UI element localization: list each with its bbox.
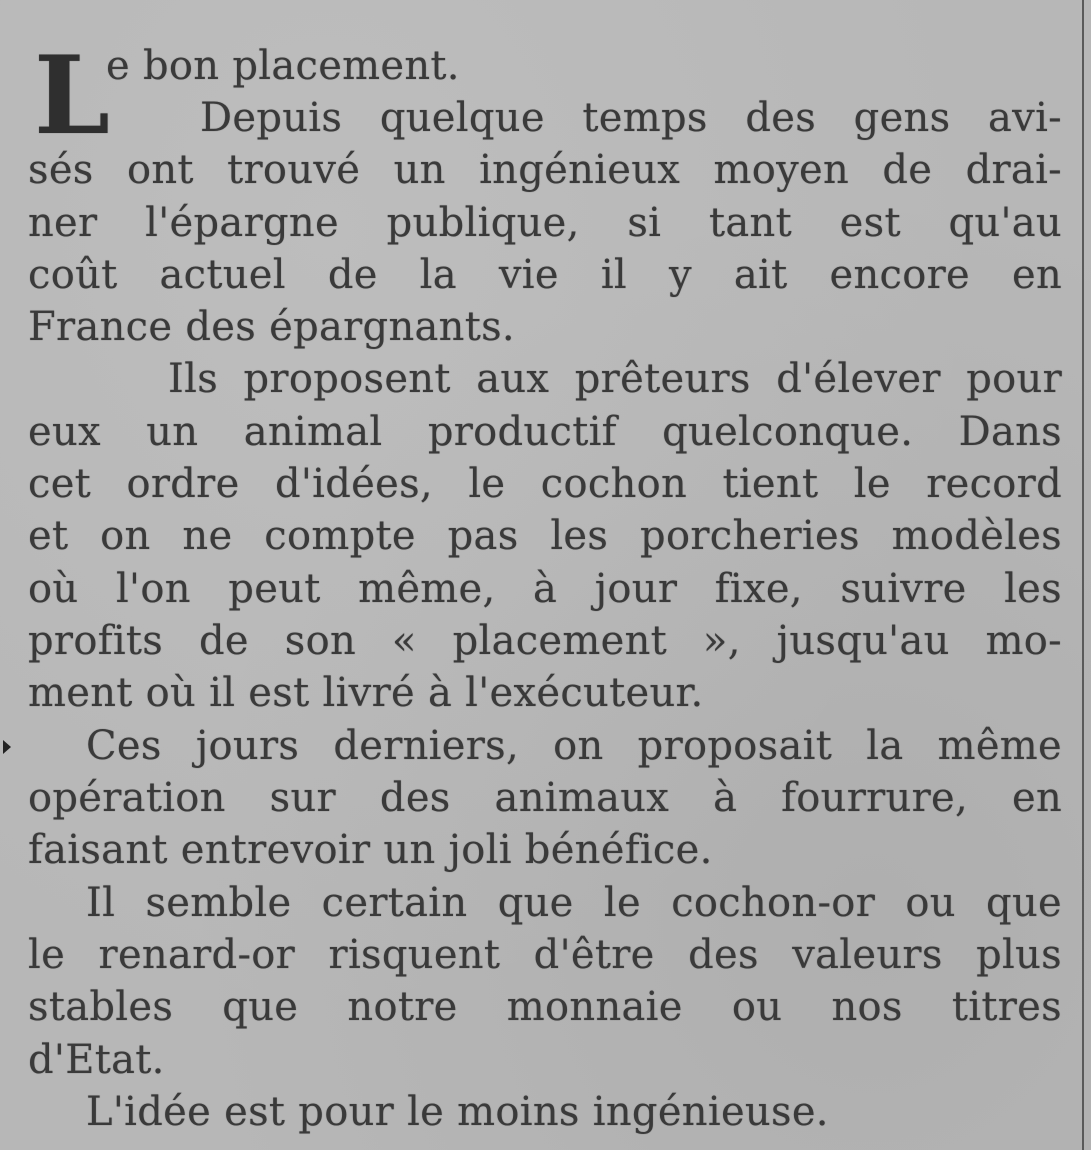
column-rule: [1082, 0, 1084, 1150]
paragraph-3-line-3: faisant entrevoir un joli bénéfice.: [28, 827, 713, 873]
paragraph-1-line-5: France des épargnants.: [28, 304, 515, 350]
paragraph-2-line-2: eux un animal productif quelconque. Dans: [28, 409, 1062, 455]
paragraph-2-line-3: cet ordre d'idées, le cochon tient le record: [28, 461, 1062, 507]
paragraph-4-line-4: d'Etat.: [28, 1037, 165, 1083]
paragraph-1-line-2: sés ont trouvé un ingénieux moyen de drai-: [28, 147, 1062, 193]
paragraph-4-line-1: Il semble certain que le cochon-or ou que: [86, 880, 1062, 926]
paragraph-2-line-5: où l'on peut même, à jour fixe, suivre les: [28, 566, 1062, 612]
paragraph-2-line-1: Ils proposent aux prêteurs d'élever pour: [168, 356, 1062, 402]
paragraph-2-line-6: profits de son « placement », jusqu'au mo-: [28, 618, 1062, 664]
paragraph-5-line-1: L'idée est pour le moins ingénieuse.: [86, 1089, 829, 1135]
paragraph-1-line-1: Depuis quelque temps des gens avi-: [200, 95, 1062, 141]
paragraph-4-line-3: stables que notre monnaie ou nos titres: [28, 984, 1062, 1030]
margin-mark-icon: [3, 740, 11, 754]
article-title: e bon placement.: [106, 43, 460, 89]
paragraph-2-line-4: et on ne compte pas les porcheries modèles: [28, 513, 1062, 559]
paragraph-3-line-2: opération sur des animaux à fourrure, en: [28, 775, 1062, 821]
drop-cap: L: [34, 33, 111, 159]
paragraph-1-line-3: ner l'épargne publique, si tant est qu'au: [28, 200, 1062, 246]
paragraph-2-line-7: ment où il est livré à l'exécuteur.: [28, 670, 704, 716]
paragraph-4-line-2: le renard-or risquent d'être des valeurs plus: [28, 932, 1062, 978]
paragraph-3-line-1: Ces jours derniers, on proposait la même: [86, 723, 1062, 769]
paragraph-1-line-4: coût actuel de la vie il y ait encore en: [28, 252, 1062, 298]
